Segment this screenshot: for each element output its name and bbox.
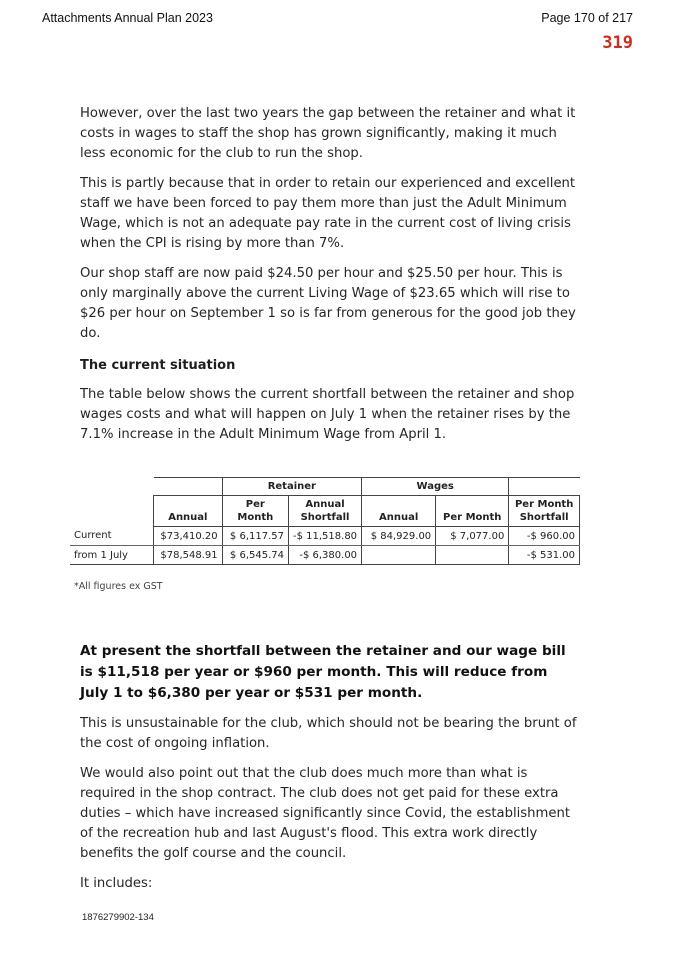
paragraph-staff-retention: This is partly because that in order to retain our experienced and excellent staff we have been forced to pay them more than just the Adult Minimum Wage, which is not an adequate pay rate in the current cost of living crisis when the CPI is rising by more than 7%.	[80, 176, 576, 251]
col-header-per-month-shortfall: Per Month Shortfall	[509, 496, 580, 527]
col-header-annual-shortfall: Annual Shortfall	[289, 496, 362, 527]
page-stamp-number: 319	[602, 33, 633, 53]
table-group-header-row	[70, 478, 580, 496]
cell-per-month-shortfall: -$ 531.00	[509, 546, 580, 565]
col-header-wages-annual: Annual	[362, 496, 436, 527]
row-label: from 1 July	[70, 546, 154, 565]
col-header-per-month: Per Month	[222, 496, 288, 527]
paragraph-table-intro: The table below shows the current shortfall between the retainer and shop wages costs and what will happen on July 1 when the retainer rises by the 7.1% increase in the Adult Minimum Wage from April 1.	[80, 387, 575, 442]
table-column-header-row	[70, 496, 580, 527]
paragraph-gap-growth: However, over the last two years the gap between the retainer and what it costs in wages to staff the shop has grown significantly, making it much less economic for the club to run the shop.	[80, 106, 576, 161]
table-row	[70, 546, 580, 565]
paragraph-unsustainable: This is unsustainable for the club, which should not be bearing the brunt of the cost of ongoing inflation.	[80, 716, 577, 751]
cell-annual-shortfall: -$ 6,380.00	[289, 546, 362, 565]
group-retainer-header: Retainer	[222, 478, 361, 496]
shortfall-table-container	[70, 477, 580, 595]
cell-wages-annual: $ 84,929.00	[362, 527, 436, 546]
col-header-wages-per-month: Per Month	[436, 496, 509, 527]
table-row	[70, 527, 580, 546]
document-title: Attachments Annual Plan 2023	[42, 11, 213, 25]
cell-per-month: $ 6,117.57	[222, 527, 288, 546]
table-footnote-row	[70, 565, 580, 596]
document-id: 1876279902-134	[82, 912, 154, 923]
col-header-annual: Annual	[154, 496, 223, 527]
cell-annual: $78,548.91	[154, 546, 223, 565]
cell-wages-per-month: $ 7,077.00	[436, 527, 509, 546]
row-label: Current	[70, 527, 154, 546]
cell-per-month-shortfall: -$ 960.00	[509, 527, 580, 546]
cell-per-month: $ 6,545.74	[222, 546, 288, 565]
document-body	[74, 104, 580, 904]
page-number: Page 170 of 217	[541, 11, 633, 25]
table-footnote: *All figures ex GST	[74, 580, 163, 592]
cell-wages-annual	[362, 546, 436, 565]
cell-annual: $73,410.20	[154, 527, 223, 546]
section-heading: The current situation	[80, 358, 236, 373]
paragraph-includes: It includes:	[80, 876, 153, 891]
group-wages-header: Wages	[362, 478, 509, 496]
cell-wages-per-month	[436, 546, 509, 565]
cell-annual-shortfall: -$ 11,518.80	[289, 527, 362, 546]
paragraph-pay-rates: Our shop staff are now paid $24.50 per hour and $25.50 per hour. This is only marginally above the current Living Wage of $23.65 which will rise to $26 per hour on September 1 so is far from generous for the good job they do.	[80, 266, 576, 341]
paragraph-shortfall-summary: At present the shortfall between the retainer and our wage bill is $11,518 per year or $960 per month. This will reduce from July 1 to $6,380 per year or $531 per month.	[80, 643, 566, 701]
shortfall-table	[70, 477, 580, 595]
paragraph-extra-duties: We would also point out that the club does much more than what is required in the shop contract. The club does not get paid for these extra duties – which have increased significantly since Covid, the establishment of the recreation hub and last August's flood. This extra work directly benefits the golf course and the council.	[80, 766, 571, 861]
